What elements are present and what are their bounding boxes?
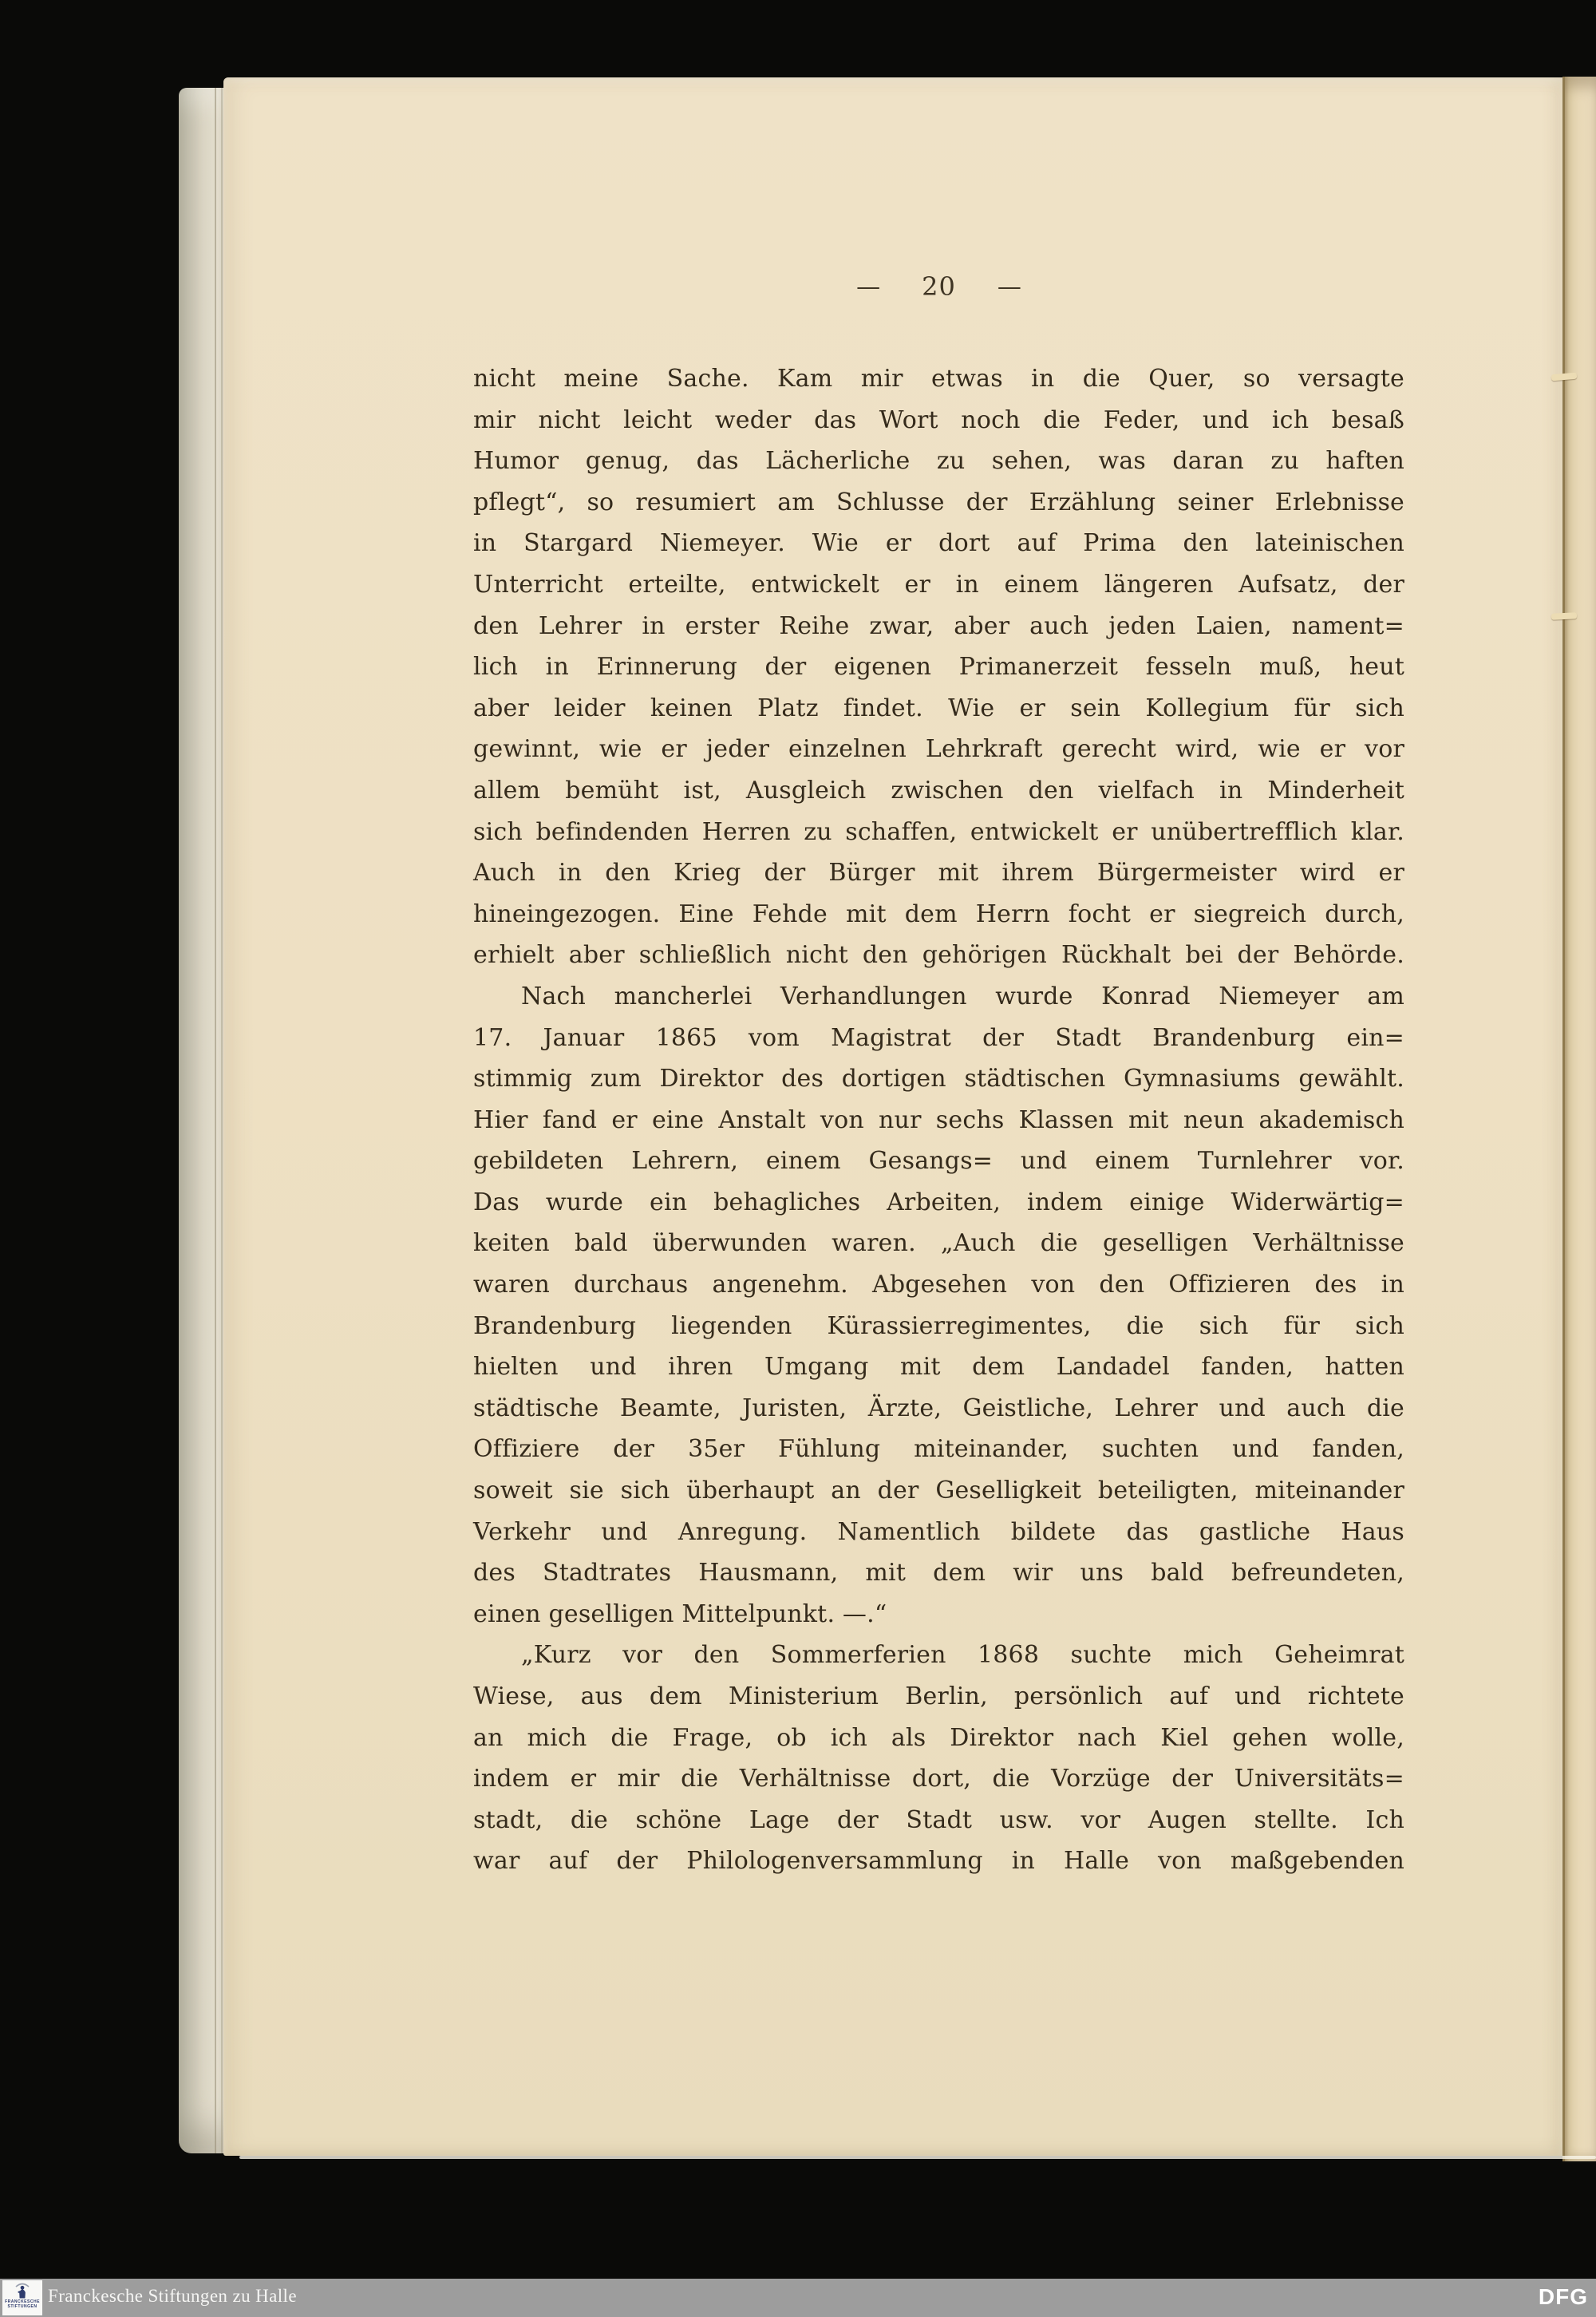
text-block: [473, 358, 1404, 1882]
text-line: an mich die Frage, ob ich als Direktor nach Kiel gehen wolle,: [473, 1723, 1404, 1752]
text-line: Nach mancherlei Verhandlungen wurde Konrad Niemeyer am: [521, 982, 1404, 1010]
institution-logo-caption: FRANCKESCHE: [5, 2299, 40, 2304]
page-stack-edge: [179, 88, 228, 2153]
text-line: erhielt aber schließlich nicht den gehörigen Rückhalt bei der Behörde.: [473, 941, 1404, 970]
text-line: hielten und ihren Umgang mit dem Landadel fanden, hatten: [473, 1353, 1404, 1382]
text-line: mir nicht leicht weder das Wort noch die Feder, und ich besaß: [473, 405, 1404, 434]
attribution-bar: [0, 2279, 1596, 2317]
text-line: Brandenburg liegenden Kürassierregimentes, die sich für sich: [473, 1311, 1404, 1340]
page-number-dash: —: [997, 272, 1021, 301]
text-line: indem er mir die Verhältnisse dort, die Vorzüge der Universitäts=: [473, 1765, 1404, 1793]
text-line: lich in Erinnerung der eigenen Primanerzeit fesseln muß, heut: [473, 653, 1404, 682]
page-edge-line: [221, 88, 223, 2153]
text-line: des Stadtrates Hausmann, mit dem wir uns bald befreundeten,: [473, 1559, 1404, 1588]
binding-stitch: [1551, 612, 1577, 620]
text-line: in Stargard Niemeyer. Wie er dort auf Prima den lateinischen: [473, 529, 1404, 558]
text-line: einen geselligen Mittelpunkt. —.“: [473, 1599, 887, 1628]
text-line: stimmig zum Direktor des dortigen städtischen Gymnasiums gewählt.: [473, 1065, 1404, 1093]
page-number: [473, 271, 1404, 302]
adjacent-page-edge: [1562, 77, 1596, 2161]
text-line: Wiese, aus dem Ministerium Berlin, persönlich auf und richtete: [473, 1682, 1404, 1710]
text-line: hineingezogen. Eine Fehde mit dem Herrn focht er siegreich durch,: [473, 900, 1404, 928]
page-number-dash: —: [856, 272, 881, 301]
institution-logo[interactable]: [2, 2280, 42, 2315]
text-line: städtische Beamte, Juristen, Ärzte, Geistliche, Lehrer und auch die: [473, 1394, 1404, 1422]
text-line: den Lehrer in erster Reihe zwar, aber auch jeden Laien, nament=: [473, 611, 1404, 640]
text-line: „Kurz vor den Sommerferien 1868 suchte mich Geheimrat: [521, 1641, 1404, 1670]
text-line: keiten bald überwunden waren. „Auch die geselligen Verhältnisse: [473, 1229, 1404, 1258]
text-line: Hier fand er eine Anstalt von nur sechs Klassen mit neun akademisch: [473, 1105, 1404, 1134]
dfg-logo[interactable]: DFG: [1538, 2284, 1588, 2309]
text-line: Verkehr und Anregung. Namentlich bildete das gastliche Haus: [473, 1517, 1404, 1546]
text-line: gebildeten Lehrern, einem Gesangs= und einem Turnlehrer vor.: [473, 1147, 1404, 1176]
text-line: waren durchaus angenehm. Abgesehen von den Offizieren des in: [473, 1271, 1404, 1299]
text-line: 17. Januar 1865 vom Magistrat der Stadt Brandenburg ein=: [473, 1023, 1404, 1052]
institution-name: Franckesche Stiftungen zu Halle: [48, 2286, 297, 2306]
text-line: soweit sie sich überhaupt an der Geselligkeit beteiligten, miteinander: [473, 1477, 1404, 1505]
text-line: Humor genug, das Lächerliche zu sehen, was daran zu haften: [473, 447, 1404, 476]
text-line: Das wurde ein behagliches Arbeiten, indem einige Widerwärtig=: [473, 1188, 1404, 1216]
text-line: allem bemüht ist, Ausgleich zwischen den vielfach in Minderheit: [473, 776, 1404, 805]
text-line: gewinnt, wie er jeder einzelnen Lehrkraft gerecht wird, wie er vor: [473, 735, 1404, 764]
page-number-value: 20: [922, 271, 956, 302]
text-line: sich befindenden Herren zu schaffen, entwickelt er unübertrefflich klar.: [473, 817, 1404, 846]
page-bottom-edge: [239, 2156, 1596, 2159]
text-line: Auch in den Krieg der Bürger mit ihrem Bürgermeister wird er: [473, 859, 1404, 888]
text-line: aber leider keinen Platz findet. Wie er sein Kollegium für sich: [473, 694, 1404, 722]
text-line: Offiziere der 35er Fühlung miteinander, suchten und fanden,: [473, 1435, 1404, 1464]
text-line: pflegt“, so resumiert am Schlusse der Erzählung seiner Erlebnisse: [473, 488, 1404, 516]
text-line: Unterricht erteilte, entwickelt er in einem längeren Aufsatz, der: [473, 570, 1404, 599]
text-line: war auf der Philologenversammlung in Halle von maßgebenden: [473, 1847, 1404, 1876]
francke-statue-icon: [14, 2282, 31, 2299]
text-line: stadt, die schöne Lage der Stadt usw. vor Augen stellte. Ich: [473, 1805, 1404, 1834]
text-line: nicht meine Sache. Kam mir etwas in die Quer, so versagte: [473, 365, 1404, 393]
page-edge-line: [215, 88, 216, 2153]
institution-logo-caption: STIFTUNGEN: [7, 2304, 38, 2309]
book-page: [223, 77, 1562, 2156]
